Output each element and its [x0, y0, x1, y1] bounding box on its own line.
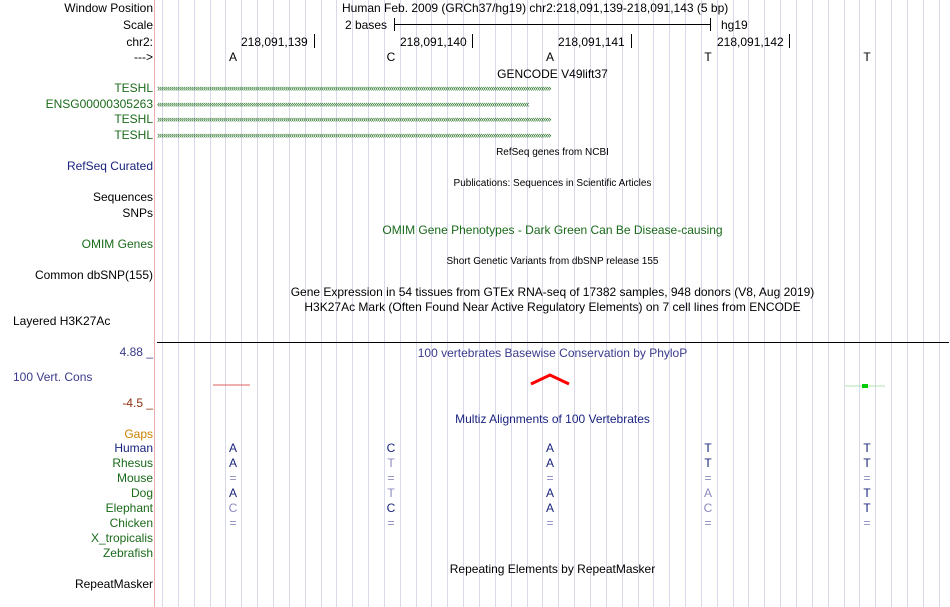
gencode-gene-feature[interactable]: ‹‹‹‹‹‹‹‹‹‹‹‹‹‹‹‹‹‹‹‹‹‹‹‹‹‹‹‹‹‹‹‹‹‹‹‹‹‹‹‹‹‹‹‹‹‹‹‹‹‹‹‹‹‹‹‹‹‹‹‹‹‹‹‹‹‹‹‹‹‹‹‹‹‹‹‹‹‹‹‹‹‹‹‹‹‹‹‹‹‹‹‹‹‹‹‹‹‹‹‹‹‹‹‹‹‹‹‹‹‹‹‹‹‹‹‹‹‹‹‹‹‹‹‹‹‹‹‹‹‹‹‹‹‹‹‹‹‹‹‹‹‹‹‹‹‹‹‹‹‹‹‹‹‹‹‹‹‹‹‹‹‹‹‹‹‹‹‹‹‹‹‹‹‹‹‹‹‹‹‹‹‹‹‹‹‹ — [157, 100, 529, 109]
window-position-text: Human Feb. 2009 (GRCh37/hg19) chr2:218,091,139-218,091,143 (5 bp) — [342, 1, 729, 15]
reference-base: A — [545, 50, 554, 64]
repeatmasker-track-label[interactable]: RepeatMasker — [74, 577, 153, 591]
alignment-base: A — [545, 501, 554, 515]
alignment-base: = — [387, 516, 395, 530]
gencode-gene-feature[interactable]: ››››››››››››››››››››››››››››››››››››››››››››››››››››››››››››››››››››››››››››››››››››››››››››››››››››››››››››››››››››››››››››››››››››››››››››››››››››››››››››››››››››››››››››››››››››››››››››››››››››› — [157, 131, 551, 140]
gaps-label: Gaps — [124, 427, 153, 441]
gencode-track-title[interactable]: GENCODE V49lift37 — [497, 67, 608, 81]
position-label: 218,091,140 — [400, 35, 467, 49]
reference-base: T — [863, 50, 871, 64]
scale-label: Scale — [122, 18, 153, 32]
scale-assembly: hg19 — [721, 18, 748, 32]
alignment-base: A — [545, 486, 554, 500]
alignment-base: T — [704, 441, 712, 455]
dbsnp-track-label[interactable]: Common dbSNP(155) — [34, 268, 153, 282]
h3k27ac-track-title[interactable]: H3K27Ac Mark (Often Found Near Active Regulatory Elements) on 7 cell lines from ENCODE — [304, 300, 801, 314]
species-label[interactable]: Chicken — [109, 516, 153, 530]
alignment-base: A — [228, 486, 237, 500]
reference-base: A — [228, 50, 237, 64]
alignment-base: C — [703, 501, 713, 515]
gencode-gene-label[interactable]: TESHL — [114, 112, 153, 126]
alignment-base: A — [545, 456, 554, 470]
alignment-base: A — [228, 441, 237, 455]
publications-track-title[interactable]: Publications: Sequences in Scientific Articles — [453, 178, 652, 189]
alignment-base: = — [546, 516, 554, 530]
scale-text: 2 bases — [345, 18, 388, 32]
alignment-base: T — [387, 486, 395, 500]
conservation-track-label[interactable]: 100 Vert. Cons — [13, 370, 93, 384]
refseq-track-title[interactable]: RefSeq genes from NCBI — [496, 147, 609, 158]
alignment-base: T — [863, 441, 871, 455]
alignment-base: T — [863, 456, 871, 470]
species-label[interactable]: Human — [114, 441, 153, 455]
gencode-gene-label[interactable]: TESHL — [114, 128, 153, 142]
position-label: 218,091,142 — [717, 35, 784, 49]
alignment-base: T — [387, 456, 395, 470]
omim-track-label[interactable]: OMIM Genes — [81, 237, 153, 251]
position-label: 218,091,139 — [241, 35, 308, 49]
alignment-base: = — [546, 471, 554, 485]
conservation-max-label: 4.88 _ — [119, 345, 153, 359]
species-label[interactable]: X_tropicalis — [90, 531, 153, 545]
omim-track-title[interactable]: OMIM Gene Phenotypes - Dark Green Can Be Disease-causing — [382, 223, 723, 237]
alignment-base: = — [387, 471, 395, 485]
h3k27ac-track-label[interactable]: Layered H3K27Ac — [13, 314, 111, 328]
window-position-label: Window Position — [64, 1, 153, 15]
gtex-track-title[interactable]: Gene Expression in 54 tissues from GTEx RNA-seq of 17382 samples, 948 donors (V8, Aug 2019) — [290, 285, 815, 299]
reference-base: C — [386, 50, 396, 64]
alignment-base: = — [229, 516, 237, 530]
repeatmasker-track-title[interactable]: Repeating Elements by RepeatMasker — [449, 562, 656, 576]
refseq-track-label[interactable]: RefSeq Curated — [66, 159, 153, 173]
multiz-track-title[interactable]: Multiz Alignments of 100 Vertebrates — [455, 412, 650, 426]
species-label[interactable]: Elephant — [105, 501, 153, 515]
conservation-min-label: -4.5 _ — [122, 396, 153, 410]
chrom-label: chr2: — [126, 35, 153, 49]
conservation-peak — [531, 375, 569, 384]
species-label[interactable]: Rhesus — [112, 456, 153, 470]
alignment-base: T — [863, 486, 871, 500]
alignment-base: A — [545, 441, 554, 455]
strand-label: ---> — [134, 50, 153, 64]
gencode-gene-label[interactable]: ENSG00000305263 — [45, 97, 153, 111]
gencode-gene-feature[interactable]: ››››››››››››››››››››››››››››››››››››››››››››››››››››››››››››››››››››››››››››››››››››››››››››››››››››››››››››››››››››››››››››››››››››››››››››››››››››››››››››››››››››››››››››››››››››››››››››››››››››› — [157, 115, 551, 124]
gencode-gene-feature[interactable]: ››››››››››››››››››››››››››››››››››››››››››››››››››››››››››››››››››››››››››››››››››››››››››››››››››››››››››››››››››››››››››››››››››››››››››››››››››››››››››››››››››››››››››››››››››››››››››››››››››››› — [157, 84, 551, 93]
species-label[interactable]: Dog — [130, 486, 153, 500]
alignment-base: C — [228, 501, 238, 515]
conservation-track-title[interactable]: 100 vertebrates Basewise Conservation by PhyloP — [417, 346, 688, 360]
species-label[interactable]: Mouse — [116, 471, 153, 485]
alignment-base: C — [386, 501, 396, 515]
reference-base: T — [704, 50, 712, 64]
position-label: 218,091,141 — [558, 35, 625, 49]
alignment-base: A — [703, 486, 712, 500]
alignment-base: T — [863, 501, 871, 515]
alignment-base: A — [228, 456, 237, 470]
sequences-track-label[interactable]: Sequences — [92, 190, 153, 204]
alignment-base: = — [863, 516, 871, 530]
gencode-gene-label[interactable]: TESHL — [114, 81, 153, 95]
alignment-base: T — [704, 456, 712, 470]
alignment-base: = — [229, 471, 237, 485]
alignment-base: = — [704, 516, 712, 530]
dbsnp-track-title[interactable]: Short Genetic Variants from dbSNP release 155 — [446, 256, 659, 267]
conservation-positive-bar — [862, 384, 868, 388]
alignment-base: C — [386, 441, 396, 455]
species-label[interactable]: Zebrafish — [102, 546, 153, 560]
alignment-base: = — [863, 471, 871, 485]
snps-track-label[interactable]: SNPs — [122, 206, 153, 220]
alignment-base: = — [704, 471, 712, 485]
